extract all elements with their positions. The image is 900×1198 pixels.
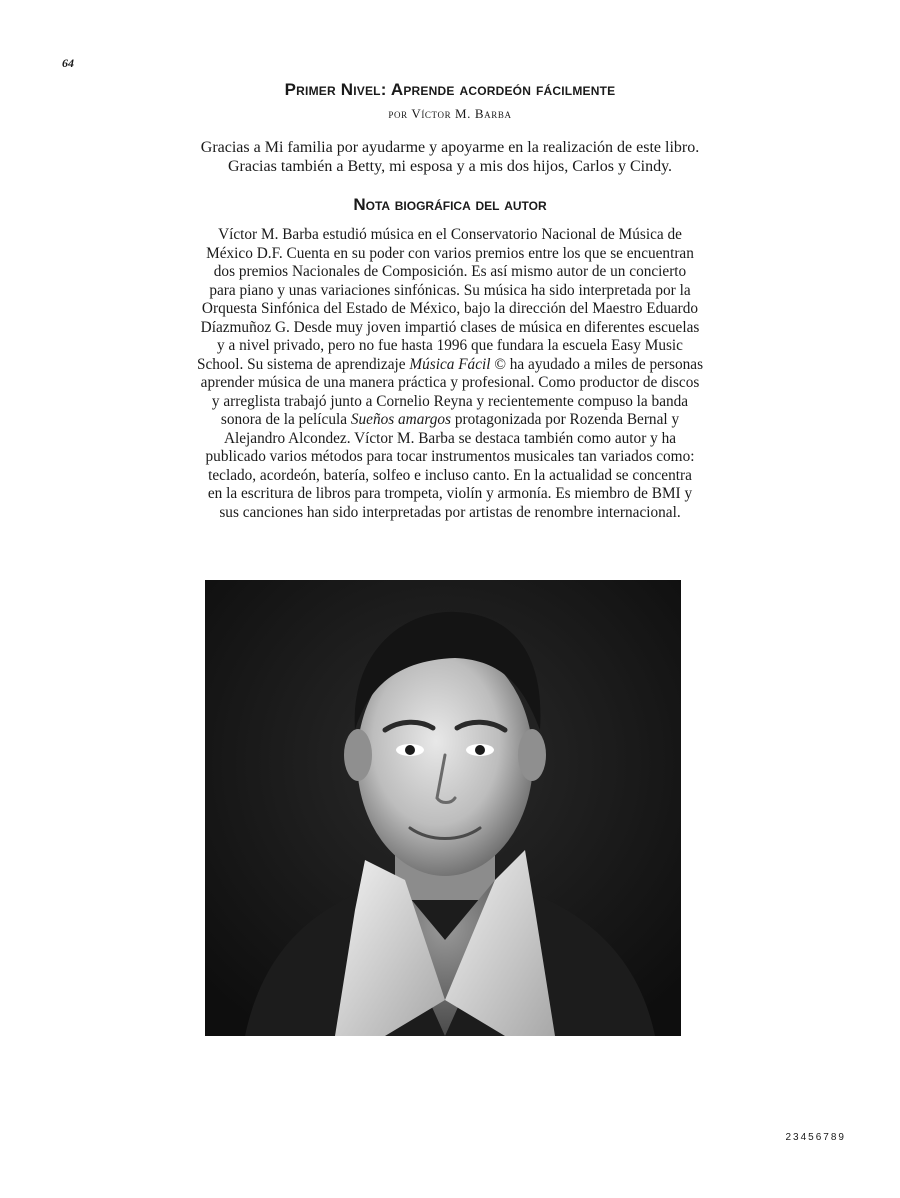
bio-line: dos premios Nacionales de Composición. Es así mismo autor de un concierto — [213, 263, 687, 280]
header-block — [90, 76, 810, 224]
bio-section-title: Nota biográfica del autor — [353, 195, 547, 214]
bio-text: protagonizada por Rozenda Bernal y — [451, 411, 680, 428]
author-byline: por Víctor M. Barba — [388, 106, 512, 121]
portrait-illustration — [205, 580, 681, 1036]
bio-line: y arreglista trabajó junto a Cornelio Reyna y recientemente compuso la banda — [211, 392, 689, 410]
page-number: 64 — [62, 56, 74, 70]
bio-line: Díazmuñoz G. Desde muy joven impartió clases de música en diferentes escuelas — [200, 318, 700, 336]
book-title: Primer Nivel: Aprende acordeón fácilmente — [284, 80, 616, 99]
bio-line: publicado varios métodos para tocar instrumentos musicales tan variados como: — [205, 448, 695, 465]
acknowledgement-line: Gracias a Mi familia por ayudarme y apoyarme en la realización de este libro. — [200, 139, 700, 156]
author-portrait-photo — [205, 580, 681, 1036]
bio-line: sus canciones han sido interpretadas por artistas de renombre internacional. — [219, 503, 681, 521]
catalog-code: 23456789 — [785, 1132, 846, 1143]
bio-line — [128, 356, 772, 375]
bio-line: teclado, acordeón, batería, solfeo e incluso canto. En la actualidad se concentra — [208, 466, 692, 484]
bio-line: en la escritura de libros para trompeta, violín y armonía. Es miembro de BMI y — [207, 485, 693, 502]
bio-text: sonora de la película — [220, 411, 351, 428]
bio-text: School. Su sistema de aprendizaje — [196, 355, 410, 373]
bio-line: aprender música de una manera práctica y profesional. Como productor de discos — [200, 374, 700, 391]
method-title: Música Fácil — [409, 355, 491, 373]
acknowledgement-line: Gracias también a Betty, mi esposa y a mis dos hijos, Carlos y Cindy. — [227, 158, 673, 175]
bio-line — [128, 411, 772, 430]
bio-line: Orquesta Sinfónica del Estado de México, bajo la dirección del Maestro Eduardo — [201, 300, 699, 317]
bio-line: Alejandro Alcondez. Víctor M. Barba se destaca también como autor y ha — [223, 429, 677, 447]
bio-line: México D.F. Cuenta en su poder con varios premios entre los que se encuentran — [206, 244, 694, 262]
acknowledgements — [90, 138, 810, 176]
bio-line: para piano y unas variaciones sinfónicas. Su música ha sido interpretada por la — [209, 281, 691, 299]
bio-text: © ha ayudado a miles de personas — [490, 355, 704, 373]
author-biography — [128, 226, 772, 522]
bio-line: Víctor M. Barba estudió música en el Conservatorio Nacional de Música de — [218, 226, 682, 243]
film-title: Sueños amargos — [350, 411, 451, 428]
bio-line: y a nivel privado, pero no fue hasta 1996 que fundara la escuela Easy Music — [217, 337, 683, 354]
